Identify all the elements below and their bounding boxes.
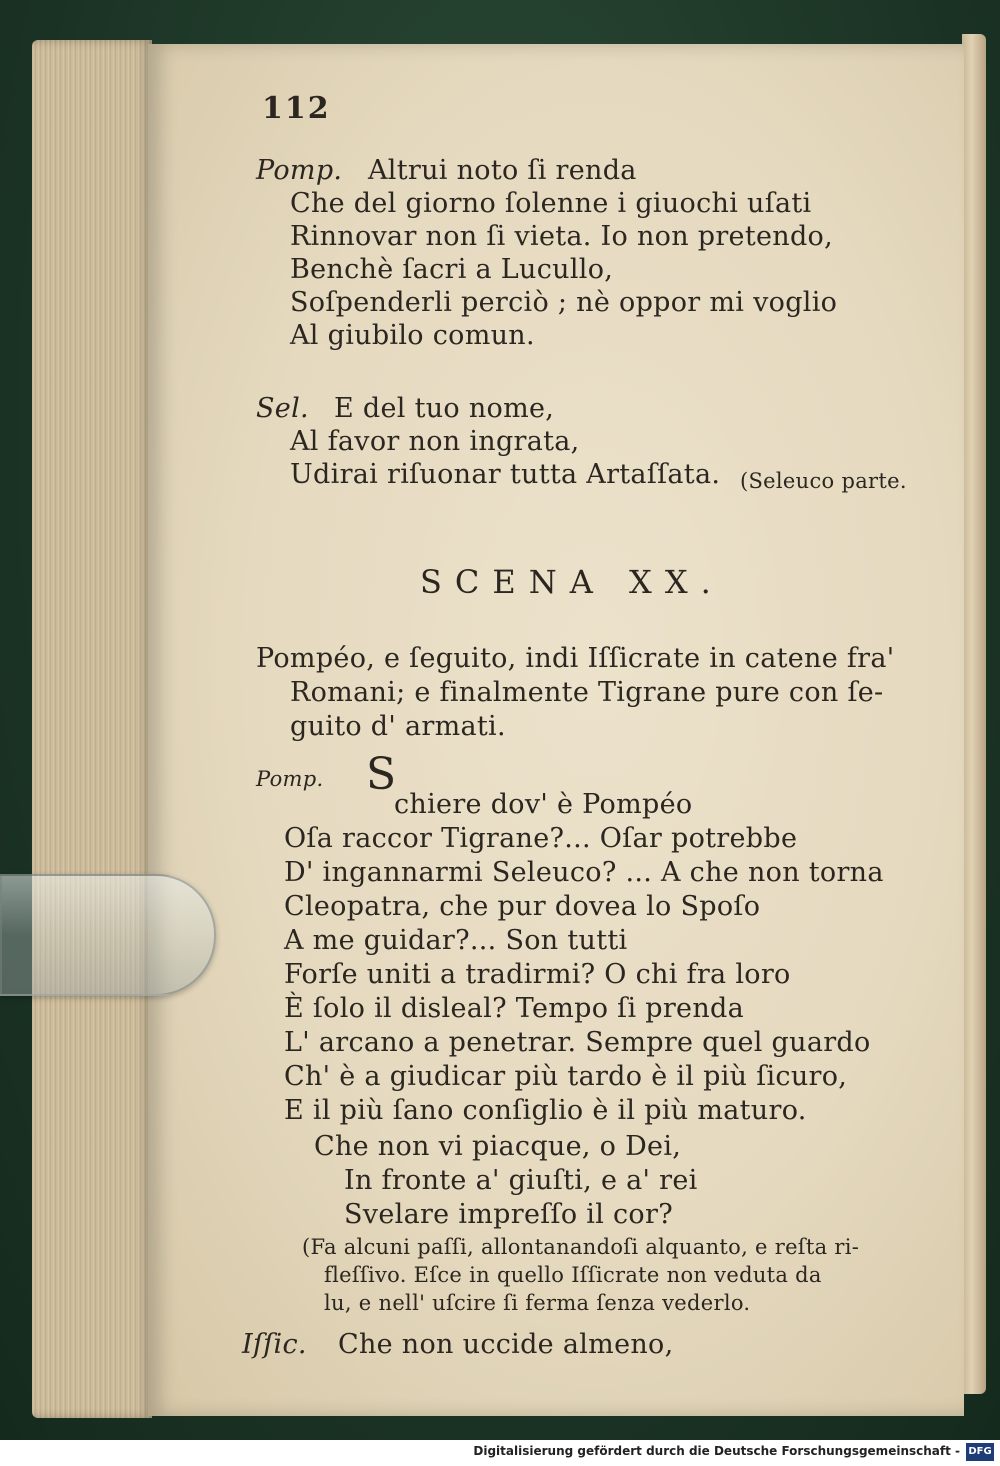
verse-line: È ſolo il disleal? Tempo ſi prenda	[284, 993, 745, 1024]
scene-title: SCENA XX.	[420, 563, 724, 601]
verse-line: D' ingannarmi Seleuco? ... A che non torna	[284, 857, 884, 888]
verse-line: E il più ſano conſiglio è il più maturo.	[284, 1095, 807, 1126]
verse-line: Rinnovar non ſi vieta. Io non pretendo,	[290, 221, 833, 252]
verse-line: Forſe uniti a tradirmi? O chi fra loro	[284, 959, 791, 990]
verse-line: chiere dov' è Pompéo	[394, 789, 693, 820]
page-number: 112	[262, 91, 331, 126]
speaker-sel: Sel.	[256, 393, 309, 424]
verse-line: Benchè ſacri a Lucullo,	[290, 254, 614, 285]
verse-line: E del tuo nome,	[334, 393, 555, 424]
speaker-issic: Iſſic.	[242, 1329, 307, 1360]
drop-cap: S	[366, 749, 397, 800]
footer-bar	[0, 1440, 1000, 1466]
scene-intro-line: Romani; e finalmente Tigrane pure con ſe-	[290, 677, 884, 708]
speaker-pomp-2: Pomp.	[256, 767, 324, 791]
book-page	[148, 44, 964, 1416]
verse-line: A me guidar?... Son tutti	[284, 925, 628, 956]
stage-direction: (Fa alcuni paſſi, allontanandoſi alquanto, e reſta ri-	[302, 1235, 860, 1259]
aria-line: Che non vi piacque, o Dei,	[314, 1131, 682, 1162]
page-stack-edge	[32, 40, 152, 1418]
book-right-edge	[962, 34, 986, 1394]
dfg-logo: DFG	[966, 1443, 994, 1461]
stage-direction: lu, e nell' uſcire ſi ferma ſenza vederlo.	[324, 1291, 751, 1315]
verse-line: L' arcano a penetrar. Sempre quel guardo	[284, 1027, 871, 1058]
verse-line: Al favor non ingrata,	[290, 426, 580, 457]
verse-line: Che non uccide almeno,	[338, 1329, 674, 1360]
verse-line: Ch' è a giudicar più tardo è il più ſicuro,	[284, 1061, 848, 1092]
stage-direction: (Seleuco parte.	[740, 469, 907, 493]
speaker-pomp-1: Pomp.	[256, 155, 343, 186]
verse-line: Cleopatra, che pur dovea lo Spoſo	[284, 891, 761, 922]
aria-line: In fronte a' giuſti, e a' rei	[344, 1165, 698, 1196]
verse-line: Altrui noto ſi renda	[368, 155, 637, 186]
aria-line: Svelare impreſſo il cor?	[344, 1199, 673, 1230]
scene-intro-line: Pompéo, e ſeguito, indi Iſſicrate in catene fra'	[256, 643, 895, 674]
verse-line: Che del giorno ſolenne i giuochi uſati	[290, 188, 812, 219]
page-holder-clip	[0, 874, 216, 996]
verse-line: Udirai riſuonar tutta Artaſſata.	[290, 459, 721, 490]
scene-intro-line: guito d' armati.	[290, 711, 506, 742]
footer-credit: Digitalisierung gefördert durch die Deutsche Forschungsgemeinschaft -	[473, 1444, 960, 1458]
verse-line: Al giubilo comun.	[290, 320, 535, 351]
verse-line: Soſpenderli perciò ; nè oppor mi voglio	[290, 287, 838, 318]
stage-direction: fleſſivo. Eſce in quello Iſſicrate non veduta da	[324, 1263, 822, 1287]
verse-line: Oſa raccor Tigrane?... Oſar potrebbe	[284, 823, 798, 854]
